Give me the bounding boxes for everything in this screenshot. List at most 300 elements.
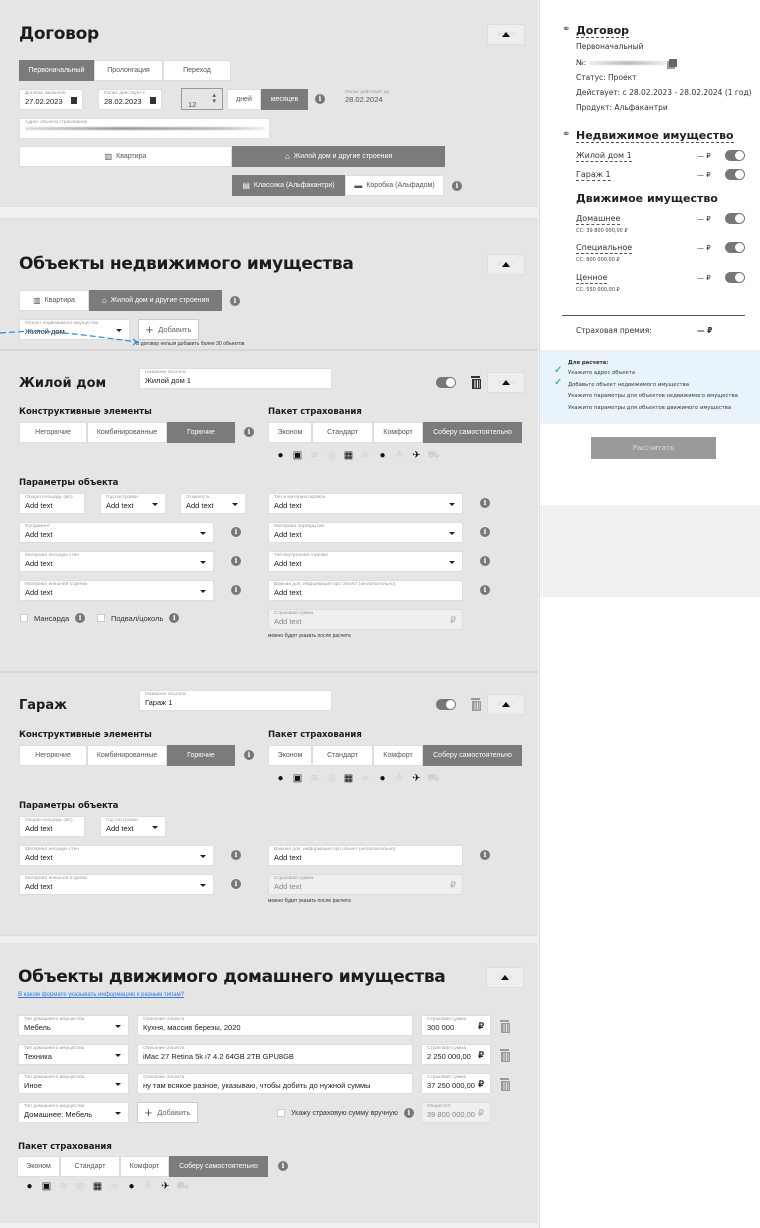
constr-toggle xyxy=(19,422,235,443)
collapse-button[interactable] xyxy=(486,967,524,988)
plus-icon: + xyxy=(144,1105,153,1120)
car-icon[interactable]: ⛟ xyxy=(427,773,440,784)
field-label: Важная доп. информация про объект (необязательно) xyxy=(274,582,396,587)
field-value: Иное xyxy=(24,1081,42,1090)
section-gap xyxy=(0,935,538,943)
sum-field[interactable] xyxy=(421,1015,491,1036)
vandalism-icon[interactable]: ▦ xyxy=(92,1181,103,1192)
field-label: Важная доп. информация про объект (необязательно) xyxy=(274,847,396,852)
package-custom[interactable]: Соберу самостоятельно xyxy=(423,422,522,443)
field-label: Тип домашнего имущества xyxy=(24,1104,85,1109)
link-icon[interactable]: ∞ xyxy=(361,773,370,784)
field-value: Мебель xyxy=(24,1023,51,1032)
info-icon[interactable]: i xyxy=(230,296,240,306)
crane-icon[interactable]: ≛ xyxy=(395,450,404,461)
field-label: Описание объекта xyxy=(143,1017,185,1022)
summary-valid: Действует: с 28.02.2023 - 28.02.2024 (1 год) xyxy=(576,88,752,97)
field-label: Общая площадь (м2) xyxy=(25,818,73,823)
product-box[interactable] xyxy=(345,175,444,196)
summary-contract-title[interactable]: Договор xyxy=(576,24,630,37)
premium-label: Страховая премия: xyxy=(576,326,652,335)
gas-station-icon[interactable]: ▣ xyxy=(41,1181,52,1192)
field-label: Страховая сумма xyxy=(427,1075,467,1080)
field-label: Материал внешней отделки xyxy=(25,876,88,881)
description-field[interactable] xyxy=(137,1015,413,1036)
chevron-down-icon xyxy=(200,884,206,887)
info-icon[interactable]: i xyxy=(315,94,325,104)
field-value: Add text xyxy=(274,559,302,568)
checkbox[interactable] xyxy=(277,1109,285,1117)
package-custom[interactable]: Соберу самостоятельно xyxy=(169,1156,268,1177)
fire-icon[interactable]: ● xyxy=(277,773,284,784)
checkbox-label: Мансарда xyxy=(34,613,70,623)
trash-icon[interactable] xyxy=(500,1049,509,1060)
info-icon[interactable]: i xyxy=(480,850,490,860)
field-value: ну там всякое разное, указываю, чтобы добить до нужной суммы xyxy=(143,1081,371,1090)
item-toggle[interactable] xyxy=(725,272,745,283)
package-toggle xyxy=(268,422,522,443)
crane-icon[interactable]: ≛ xyxy=(395,773,404,784)
period-value: 12 xyxy=(188,100,197,109)
risk-icons xyxy=(21,1181,191,1193)
valid-to-display xyxy=(345,90,389,104)
option-label: Квартира xyxy=(116,153,147,160)
chevron-down-icon xyxy=(115,1083,121,1086)
pipes-icon[interactable]: ≋ xyxy=(310,450,319,461)
gas-station-icon[interactable]: ▣ xyxy=(292,773,303,784)
fire-icon[interactable]: ● xyxy=(26,1181,33,1192)
field-label: Объект недвижимого имущества xyxy=(25,321,99,326)
crane-icon[interactable]: ≛ xyxy=(144,1181,153,1192)
field-value: Add text xyxy=(25,559,53,568)
panel-spacer xyxy=(540,505,760,597)
property-type-house[interactable] xyxy=(232,146,445,167)
info-icon[interactable]: i xyxy=(75,613,85,623)
object-name-field[interactable] xyxy=(139,690,332,711)
collapse-button[interactable] xyxy=(487,24,525,45)
link-icon[interactable]: ∞ xyxy=(110,1181,119,1192)
valid-from-field[interactable] xyxy=(98,89,162,110)
field-value: Гараж 1 xyxy=(145,698,173,707)
collapse-label: Button xyxy=(497,379,515,386)
info-icon[interactable]: i xyxy=(231,850,241,860)
property-type-toggle xyxy=(19,146,445,167)
params-title: Параметры объекта xyxy=(19,801,119,811)
realty-title: Объекты недвижимого имущества xyxy=(19,254,354,274)
constr-combustible[interactable]: Горючие xyxy=(167,745,235,766)
info-icon[interactable]: i xyxy=(480,585,490,595)
field-value: Add text xyxy=(274,853,302,862)
package-econom[interactable]: Эконом xyxy=(268,745,312,766)
info-icon[interactable]: i xyxy=(169,613,179,623)
product-classic[interactable] xyxy=(232,175,345,196)
field-value: Техника xyxy=(24,1052,52,1061)
object-name-field[interactable] xyxy=(139,368,332,389)
check-item: Укажите адрес объекта xyxy=(568,370,636,376)
info-icon[interactable]: i xyxy=(244,427,254,437)
exterior-select[interactable] xyxy=(19,874,214,895)
package-title: Пакет страхования xyxy=(18,1142,112,1152)
field-value: Add text xyxy=(274,530,302,539)
bomb-icon[interactable]: ● xyxy=(379,773,386,784)
chevron-down-icon xyxy=(449,532,455,535)
field-value: Add text xyxy=(106,824,134,833)
field-label: Страховая сумма xyxy=(274,611,314,616)
add-label: Добавить xyxy=(158,325,192,334)
item-sum: СС: 39 800 000,00 ₽ xyxy=(576,228,628,234)
constr-noncombustible[interactable]: Негорючие xyxy=(19,745,87,766)
option-label: Коробка (Альфадом) xyxy=(366,182,435,189)
field-label: Материал перекрытий xyxy=(274,524,324,529)
chevron-down-icon xyxy=(200,561,206,564)
field-label: Название объекта xyxy=(145,370,186,375)
property-type-apartment[interactable] xyxy=(19,146,232,167)
area-field[interactable] xyxy=(19,816,85,837)
item-toggle[interactable] xyxy=(725,242,745,253)
field-value: Add text xyxy=(25,882,53,891)
year-select[interactable] xyxy=(100,493,166,514)
item-price: — ₽ xyxy=(697,171,711,179)
package-standard[interactable]: Стандарт xyxy=(312,422,373,443)
option-label: Жилой дом и другие строения xyxy=(110,297,210,304)
insured-sum-field xyxy=(268,874,463,895)
summary-realty-title[interactable]: Недвижимое имущество xyxy=(576,129,734,142)
field-label: Название объекта xyxy=(145,692,186,697)
sum-field[interactable] xyxy=(421,1073,491,1094)
chevron-down-icon xyxy=(152,826,158,829)
info-icon[interactable]: i xyxy=(231,585,241,595)
realty-type-house[interactable] xyxy=(89,290,222,311)
object-toggle[interactable] xyxy=(436,699,456,710)
constr-combined[interactable]: Комбинированные xyxy=(87,745,167,766)
summary-movable-item[interactable]: Специальное xyxy=(576,243,633,252)
field-label: Общая СС xyxy=(427,1104,451,1109)
bomb-icon[interactable]: ● xyxy=(128,1181,135,1192)
summary-number xyxy=(576,58,677,67)
chevron-down-icon xyxy=(200,590,206,593)
field-value: 2 250 000,00 xyxy=(427,1052,471,1061)
sum-note: можно будет указать после расчета xyxy=(268,633,351,639)
ruble-icon: ₽ xyxy=(478,1021,484,1031)
plane-icon[interactable]: ✈ xyxy=(161,1181,170,1192)
add-movable-button[interactable] xyxy=(137,1102,198,1123)
plane-icon[interactable]: ✈ xyxy=(412,450,421,461)
valid-to-label: Полис действует до xyxy=(345,90,390,95)
info-icon[interactable]: i xyxy=(244,750,254,760)
info-icon[interactable]: i xyxy=(452,181,462,191)
house-icon: ⌂ xyxy=(284,152,290,161)
risk-icons xyxy=(272,450,442,462)
summary-contract-type: Первоначальный xyxy=(576,42,644,51)
field-value: Add text xyxy=(106,501,134,510)
bomb-icon[interactable]: ● xyxy=(379,450,386,461)
summary-realty-item[interactable]: Гараж 1 xyxy=(576,170,611,179)
field-value: Add text xyxy=(25,501,53,510)
info-icon[interactable]: i xyxy=(231,527,241,537)
box-icon: ▬ xyxy=(354,181,363,190)
option-label: Жилой дом и другие строения xyxy=(293,153,393,160)
field-value: Add text xyxy=(186,501,214,510)
package-comfort[interactable]: Комфорт xyxy=(373,745,423,766)
realty-section xyxy=(0,219,538,349)
risk-icons xyxy=(272,773,442,785)
item-price: — ₽ xyxy=(697,152,711,160)
foundation-select[interactable] xyxy=(19,522,214,543)
chevron-up-icon xyxy=(502,380,510,385)
collapse-label: Button xyxy=(496,974,514,981)
constr-noncombustible[interactable]: Негорючие xyxy=(19,422,87,443)
contract-type-transfer[interactable]: Переход xyxy=(163,60,231,81)
chevron-up-icon xyxy=(502,702,510,707)
field-value: Add text xyxy=(274,588,302,597)
check-item: Укажите параметры для объектов недвижимого имущества xyxy=(568,393,738,399)
chevron-down-icon xyxy=(449,503,455,506)
realty-type-apartment[interactable] xyxy=(19,290,89,311)
summary-movable-item[interactable]: Домашнее xyxy=(576,214,621,223)
summary-panel xyxy=(539,0,760,1228)
info-icon[interactable]: i xyxy=(404,1108,414,1118)
type-select[interactable] xyxy=(18,1073,129,1094)
ruble-icon: ₽ xyxy=(478,1079,484,1089)
trash-icon[interactable] xyxy=(471,698,480,709)
field-value: Add text xyxy=(25,853,53,862)
item-sum: СС: 800 000,00 ₽ xyxy=(576,257,620,263)
garage-section xyxy=(0,671,538,935)
field-value: Кухня, массив березы, 2020 xyxy=(143,1023,241,1032)
new-type-select[interactable] xyxy=(18,1102,129,1123)
link-icon[interactable]: ⚭ xyxy=(562,129,571,140)
area-field[interactable] xyxy=(19,493,85,514)
chevron-up-icon xyxy=(501,975,509,980)
pipes-icon[interactable]: ≋ xyxy=(310,773,319,784)
item-price: — ₽ xyxy=(697,215,711,223)
total-sum-field xyxy=(421,1102,491,1123)
package-comfort[interactable]: Комфорт xyxy=(120,1156,169,1177)
walls-select[interactable] xyxy=(19,551,214,572)
option-label: Классика (Альфакантри) xyxy=(253,182,335,189)
calendar-icon[interactable] xyxy=(150,97,156,104)
summary-movable-title: Движимое имущество xyxy=(576,192,718,205)
ruble-icon: ₽ xyxy=(478,1050,484,1060)
chevron-down-icon xyxy=(152,503,158,506)
package-title: Пакет страхования xyxy=(268,730,362,740)
garage-title: Гараж xyxy=(19,698,68,713)
fire-icon[interactable]: ● xyxy=(277,450,284,461)
field-value: Add text xyxy=(274,617,302,626)
exterior-select[interactable] xyxy=(19,580,214,601)
contract-type-initial[interactable]: Первоначальный xyxy=(19,60,94,81)
premium-value: — ₽ xyxy=(697,326,713,335)
theft-icon[interactable]: ◎ xyxy=(76,1181,85,1192)
help-link[interactable]: В каком формате указывать информацию к разным типам? xyxy=(18,992,185,998)
field-label: Общая площадь (м2) xyxy=(25,495,73,500)
pipes-icon[interactable]: ≋ xyxy=(59,1181,68,1192)
floors-select[interactable] xyxy=(180,493,246,514)
basement-checkbox[interactable] xyxy=(97,613,179,623)
field-label: Тип домашнего имущества xyxy=(24,1017,85,1022)
checkbox[interactable] xyxy=(97,614,105,622)
field-label: Описание объекта xyxy=(143,1075,185,1080)
realty-type-toggle xyxy=(19,290,222,311)
extra-info-field[interactable] xyxy=(268,845,463,866)
copy-icon[interactable] xyxy=(669,59,677,67)
number-label: №: xyxy=(576,58,587,67)
field-value: Add text xyxy=(274,882,302,891)
divider xyxy=(562,315,745,316)
calendar-icon[interactable] xyxy=(71,97,77,104)
field-label: Материал несущих стен xyxy=(25,553,79,558)
field-value: 39 800 000,00 xyxy=(427,1110,475,1119)
building-icon: ▥ xyxy=(33,296,41,305)
description-field[interactable] xyxy=(137,1073,413,1094)
gas-station-icon[interactable]: ▣ xyxy=(292,450,303,461)
field-value: Add text xyxy=(25,588,53,597)
roof-select[interactable] xyxy=(268,493,463,514)
link-icon[interactable]: ⚭ xyxy=(562,24,571,35)
field-label: Адрес объекта страхования xyxy=(25,120,88,125)
info-icon[interactable]: i xyxy=(231,556,241,566)
item-toggle[interactable] xyxy=(725,169,745,180)
trash-icon[interactable] xyxy=(500,1078,509,1089)
constr-title: Конструктивные элементы xyxy=(19,407,152,417)
contract-date-field[interactable] xyxy=(19,89,83,110)
add-realty-button[interactable] xyxy=(138,319,199,340)
chevron-down-icon xyxy=(232,503,238,506)
params-title: Параметры объекта xyxy=(19,478,119,488)
unit-months[interactable]: месяцев xyxy=(261,89,308,110)
checks-title: Для расчета: xyxy=(568,360,609,366)
field-value: 28.02.2023 xyxy=(104,97,142,106)
vandalism-icon[interactable]: ▦ xyxy=(343,773,354,784)
field-label: Описание объекта xyxy=(143,1046,185,1051)
ruble-icon: ₽ xyxy=(450,615,456,625)
plane-icon[interactable]: ✈ xyxy=(412,773,421,784)
period-stepper[interactable] xyxy=(181,88,223,110)
info-icon[interactable]: i xyxy=(278,1161,288,1171)
collapse-button[interactable] xyxy=(487,372,525,393)
package-standard[interactable]: Стандарт xyxy=(60,1156,120,1177)
link-icon[interactable]: ∞ xyxy=(361,450,370,461)
item-price: — ₽ xyxy=(697,244,711,252)
field-value: Add text xyxy=(25,824,53,833)
chevron-down-icon xyxy=(115,1025,121,1028)
contract-type-prolongation[interactable]: Пролонгация xyxy=(94,60,163,81)
chevron-down-icon xyxy=(115,1054,121,1057)
field-label: Тип внутренней отделки xyxy=(274,553,328,558)
theft-icon[interactable]: ◎ xyxy=(327,773,336,784)
item-toggle[interactable] xyxy=(725,213,745,224)
option-label: Квартира xyxy=(44,297,75,304)
summary-product: Продукт: Альфакантри xyxy=(576,103,668,112)
check-item: Добавьте объект недвижимого имущества xyxy=(568,382,689,388)
info-icon[interactable]: i xyxy=(480,527,490,537)
summary-realty-item[interactable]: Жилой дом 1 xyxy=(576,151,632,160)
ceilings-select[interactable] xyxy=(268,522,463,543)
limit-note: В договор нельзя добавить более 30 объектов xyxy=(136,341,245,347)
field-value: 27.02.2023 xyxy=(25,97,63,106)
field-value: iMac 27 Retina 5k i7 4.2 64GB 2TB GPU8GB xyxy=(143,1052,294,1061)
manual-sum-checkbox[interactable] xyxy=(277,1108,414,1118)
calculate-button[interactable]: Рассчитать xyxy=(591,437,716,459)
extra-info-field[interactable] xyxy=(268,580,463,601)
checkbox[interactable] xyxy=(20,614,28,622)
package-econom[interactable]: Эконом xyxy=(268,422,312,443)
field-label: Страховая сумма xyxy=(274,876,314,881)
collapse-button[interactable] xyxy=(487,254,525,275)
object-toggle[interactable] xyxy=(436,377,456,388)
constr-toggle xyxy=(19,745,235,766)
house-section xyxy=(0,349,538,671)
vandalism-icon[interactable]: ▦ xyxy=(343,450,354,461)
summary-movable-item[interactable]: Ценное xyxy=(576,273,608,282)
field-value: Домашнее: Мебель xyxy=(24,1110,93,1119)
item-sum: СС: 550 000,00 ₽ xyxy=(576,287,620,293)
field-label: Полис действует с xyxy=(104,91,146,96)
check-item: Укажите параметры для объектов движимого имущества xyxy=(568,405,732,411)
field-value: 300 000 xyxy=(427,1023,455,1032)
annotation-arrow xyxy=(0,325,140,347)
house-title: Жилой дом xyxy=(19,376,107,391)
field-value: Жилой дом 1 xyxy=(145,376,191,385)
movable-title: Объекты движимого домашнего имущества xyxy=(18,967,446,987)
type-select[interactable] xyxy=(18,1015,129,1036)
field-label: Фундамент xyxy=(25,524,50,529)
check-icon: ✓ xyxy=(554,377,563,388)
section-gap xyxy=(0,206,538,219)
field-label: Материал несущих стен xyxy=(25,847,79,852)
trash-icon[interactable] xyxy=(471,376,480,387)
field-value: Add text xyxy=(274,501,302,510)
unit-days[interactable]: дней xyxy=(227,89,261,110)
info-icon[interactable]: i xyxy=(480,556,490,566)
sum-note: можно будет указать после расчета xyxy=(268,898,351,904)
contract-type-toggle xyxy=(19,60,231,81)
calculator-icon: ▤ xyxy=(242,181,250,190)
ruble-icon: ₽ xyxy=(450,880,456,890)
checkbox-label: Подвал/цоколь xyxy=(111,613,164,623)
item-toggle[interactable] xyxy=(725,150,745,161)
collapse-label: Button xyxy=(497,261,515,268)
info-icon[interactable]: i xyxy=(231,879,241,889)
constr-combustible[interactable]: Горючие xyxy=(167,422,235,443)
theft-icon[interactable]: ◎ xyxy=(327,450,336,461)
interior-select[interactable] xyxy=(268,551,463,572)
trash-icon[interactable] xyxy=(500,1020,509,1031)
car-icon[interactable]: ⛟ xyxy=(176,1181,189,1192)
stepper-arrows-icon[interactable]: ▴ ▾ xyxy=(212,92,216,105)
insured-sum-field xyxy=(268,609,463,630)
description-field[interactable] xyxy=(137,1044,413,1065)
type-select[interactable] xyxy=(18,1044,129,1065)
checkbox-label: Укажу страховую сумму вручную xyxy=(291,1109,398,1117)
package-standard[interactable]: Стандарт xyxy=(312,745,373,766)
car-icon[interactable]: ⛟ xyxy=(427,450,440,461)
address-field[interactable] xyxy=(19,118,270,139)
year-select[interactable] xyxy=(100,816,166,837)
sum-field[interactable] xyxy=(421,1044,491,1065)
collapse-button[interactable] xyxy=(487,694,525,715)
house-icon: ⌂ xyxy=(101,296,107,305)
info-icon[interactable]: i xyxy=(480,498,490,508)
package-custom[interactable]: Соберу самостоятельно xyxy=(423,745,522,766)
constr-combined[interactable]: Комбинированные xyxy=(87,422,167,443)
attic-checkbox[interactable] xyxy=(20,613,85,623)
field-value: 37 250 000,00 xyxy=(427,1081,475,1090)
package-comfort[interactable]: Комфорт xyxy=(373,422,423,443)
chevron-up-icon xyxy=(502,32,510,37)
package-econom[interactable]: Эконом xyxy=(17,1156,60,1177)
walls-select[interactable] xyxy=(19,845,214,866)
